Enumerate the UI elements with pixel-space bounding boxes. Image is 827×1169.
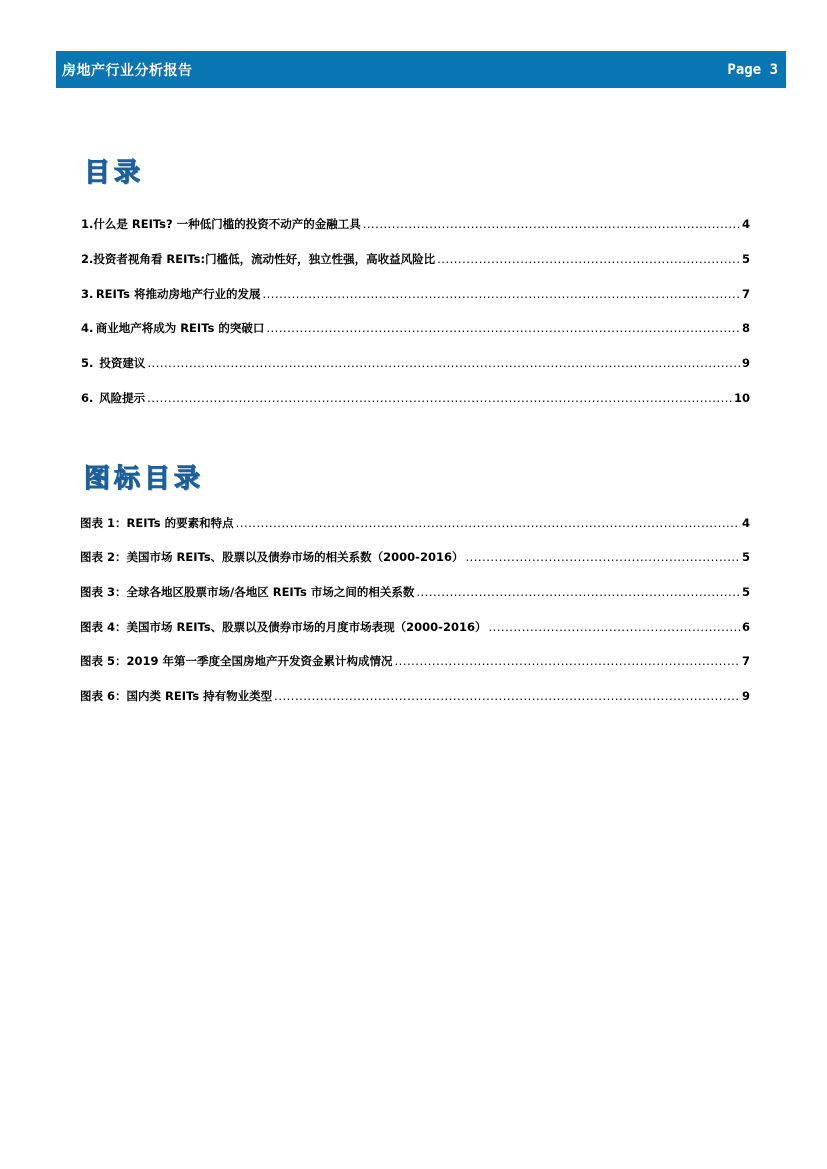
figure-entry-page: 7 [741,654,750,668]
dot-leader [416,585,740,599]
figure-entry-title: 图表 6：国内类 REITs 持有物业类型 [80,689,273,703]
figure-entry-4[interactable] [80,619,750,635]
dot-leader [465,550,740,564]
toc-entry-number: 3. [81,287,94,301]
figure-entry-title: 图表 4：美国市场 REITs、股票以及债券市场的月度市场表现（2000-2016） [80,620,487,634]
figure-entry-5[interactable] [80,653,750,669]
toc-entry-page: 7 [741,287,750,301]
dot-leader [262,287,740,301]
figure-entry-title: 图表 1：REITs 的要素和特点 [80,516,234,530]
dot-leader [147,356,740,370]
toc-entry-number: 4. [81,321,94,335]
toc-entry-title: 商业地产将成为 REITs 的突破口 [95,321,265,335]
page-number: Page 3 [727,61,778,78]
figure-entry-2[interactable] [80,549,750,565]
dot-leader [236,516,740,530]
toc-entry-5[interactable] [81,355,750,371]
toc-entry-3[interactable] [81,286,750,302]
figure-entry-page: 5 [741,585,750,599]
toc-entry-page: 10 [733,391,750,405]
toc-entry-number: 6. [81,391,94,405]
toc-entry-page: 4 [741,217,750,231]
toc-entry-title: 投资建议 [99,356,146,370]
toc-entry-number: 5. [81,356,94,370]
toc-entry-title: REITs 将推动房地产行业的发展 [95,287,261,301]
dot-leader [274,689,740,703]
figure-entry-page: 6 [741,620,750,634]
figure-entry-3[interactable] [80,584,750,600]
toc-entry-title: 风险提示 [99,391,146,405]
toc-entry-page: 8 [741,321,750,335]
page-header [56,51,786,88]
figure-entry-page: 4 [741,516,750,530]
dot-leader [437,252,740,266]
dot-leader [488,620,740,634]
dot-leader [147,391,732,405]
toc-entry-6[interactable] [81,390,750,406]
figure-entry-title: 图表 5：2019 年第一季度全国房地产开发资金累计构成情况 [80,654,393,668]
dot-leader [395,654,740,668]
dot-leader [363,217,740,231]
toc-entry-4[interactable] [81,320,750,336]
toc-heading: 目录 [84,158,145,188]
figure-entry-page: 9 [741,689,750,703]
toc-entry-number: 2. [81,252,94,266]
toc-entry-page: 5 [741,252,750,266]
figure-entry-title: 图表 3：全球各地区股票市场/各地区 REITs 市场之间的相关系数 [80,585,415,599]
figure-entry-6[interactable] [80,688,750,704]
toc-entry-title: 投资者视角看 REITs:门槛低，流动性好，独立性强，高收益风险比 [93,252,436,266]
toc-entry-page: 9 [741,356,750,370]
toc-entry-2[interactable] [81,251,750,267]
toc-entry-1[interactable] [81,216,750,232]
figure-entry-page: 5 [741,550,750,564]
figure-entry-1[interactable] [80,515,750,531]
figure-entry-title: 图表 2：美国市场 REITs、股票以及债券市场的相关系数（2000-2016） [80,550,464,564]
figures-heading: 图标目录 [84,464,205,494]
dot-leader [266,321,740,335]
toc-entry-title: 什么是 REITs? 一种低门槛的投资不动产的金融工具 [93,217,361,231]
report-title: 房地产行业分析报告 [62,62,193,79]
toc-entry-number: 1. [81,217,94,231]
